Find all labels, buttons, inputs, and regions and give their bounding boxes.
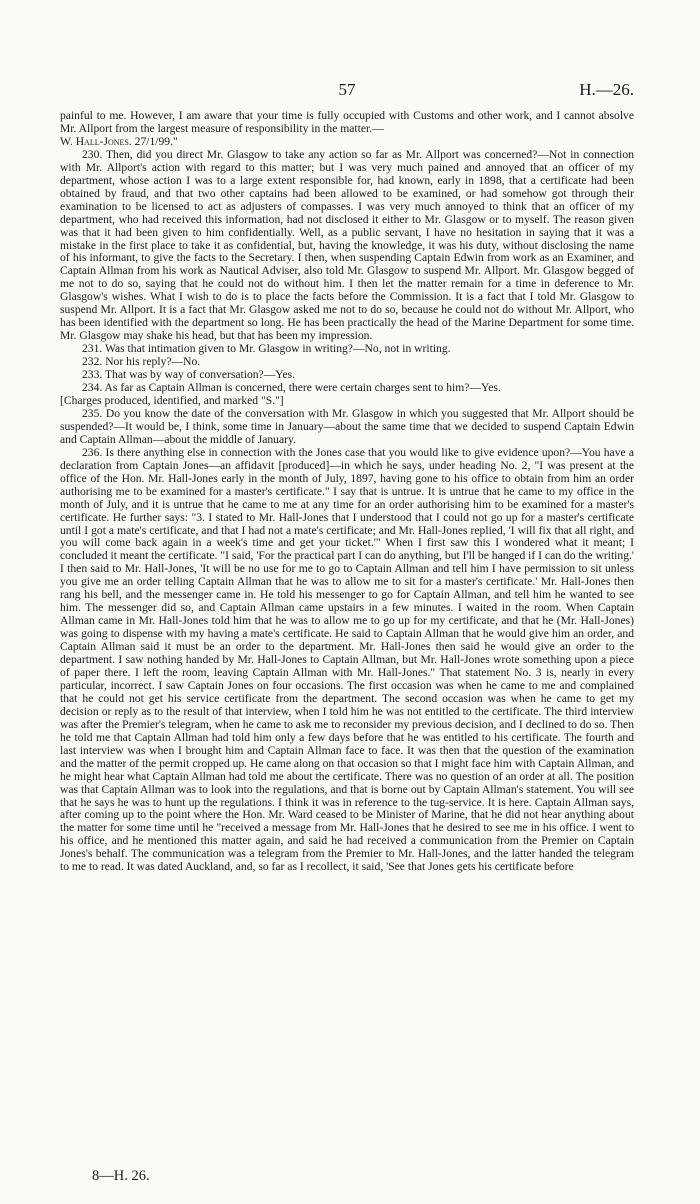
signature-date: 27/1/99." bbox=[131, 134, 178, 148]
paragraph-continuation: painful to me. However, I am aware that your time is fully occupied with Customs and other work, and I cannot absolve Mr. Allport from the largest measure of responsibility in the matter.— bbox=[60, 109, 634, 135]
signature-name: Hall-Jones. bbox=[75, 134, 132, 148]
signature-prefix: W. bbox=[60, 134, 76, 148]
question-231: 231. Was that intimation given to Mr. Glasgow in writing?—No, not in writing. bbox=[82, 342, 451, 356]
question-235: 235. Do you know the date of the conversation with Mr. Glasgow in which you suggested that Mr. Allport should be suspended?—It would be, I think, some time in January—about the same time that we decided to suspend Captain Edwin and Captain Allman—about the middle of January. bbox=[60, 406, 634, 446]
question-232: 232. Nor his reply?—No. bbox=[82, 355, 201, 369]
exhibit-note: [Charges produced, identified, and marked "S."] bbox=[60, 393, 284, 407]
letter-signature bbox=[60, 136, 634, 149]
question-233: 233. That was by way of conversation?—Yes. bbox=[82, 368, 296, 382]
signature-mark: 8—H. 26. bbox=[92, 1168, 150, 1184]
question-230: 230. Then, did you direct Mr. Glasgow to take any action so far as Mr. Allport was concerned?—Not in connection with Mr. Allport's action with regard to this matter; but I was very much pained and annoyed that an officer of my department, whose action I was to a large extent responsible for, had known, early in 1898, that a certificate had been obtained by fraud, and that two other captains had been allowed to be examined, or had somehow got through their examination to be licensed to act as adjusters of compasses. I was very much annoyed to think that an officer of my department, who had received this information, had not disclosed it either to Mr. Glasgow or to myself. The reason given was that it had been given to him confidentially. Well, as a public servant, I have no hesitation in saying that it was a mistake in the first place to take it as confidential, but, having the knowledge, it was his duty, without disclosing the name of his informant, to give the facts to the Secretary. I then, when suspending Captain Edwin from work as an Examiner, and Captain Allman from his work as Nautical Adviser, also told Mr. Glasgow to suspend Mr. Allport. Mr. Glasgow begged of me not to do so, saying that he could not do without him. I then let the matter remain for a time in deference to Mr. Glasgow's wishes. What I wish to do is to place the facts before the Commission. It is a fact that I told Mr. Glasgow to suspend Mr. Allport. It is a fact that Mr. Glasgow asked me not to do so, because he could not do without Mr. Allport, who has been identified with the department so long. He has been practically the head of the Marine Department for some time. Mr. Glasgow may shake his head, but that has been my impression. bbox=[60, 147, 634, 343]
question-236: 236. Is there anything else in connection with the Jones case that you would like to give evidence upon?—You have a declaration from Captain Jones—an affidavit [produced]—in which he says, under heading No. 2, "I was present at the office of the Hon. Mr. Hall-Jones early in the month of July, 1897, having gone to his office to obtain from him an order authorising me to be examined for a master's certificate." I say that is untrue. It is untrue that he came to my office in the month of July, and it is untrue that he came to me at any time for an order authorising him to be examined for a master's certificate. He further says: "3. I stated to Mr. Hall-Jones that I understood that I could not go up for a master's certificate until I got a mate's certificate, and that I had not a mate's certificate; and Mr. Hall-Jones replied, 'I will fix that all right, and you will come back again in a week's time and get your ticket.'" When I first saw this I wondered what it meant; I concluded it meant the certificate. "I said, 'For the practical part I can do anything, but I'll be hanged if I can do the writing.' I then said to Mr. Hall-Jones, 'It will be no use for me to go to Captain Allman and tell him I have permission to sit unless you give me an order telling Captain Allman that he was to allow me to sit for a master's certificate.' Mr. Hall-Jones then rang his bell, and the messenger came in. He told his messenger to go for Captain Allman, and tell him he wanted to see him. The messenger did so, and Captain Allman came upstairs in a few minutes. I waited in the room. When Captain Allman came in Mr. Hall-Jones told him that he was to allow me to go up for my certificate, and that he (Mr. Hall-Jones) was going to dispense with my having a mate's certificate. He said to Captain Allman that he would give him an order, and Captain Allman said it must be an order to the department. Mr. Hall-Jones then said he would give an order to the department. I saw nothing handed by Mr. Hall-Jones to Captain Allman, but Mr. Hall-Jones wrote something upon a piece of paper there. I left the room, leaving Captain Allman with Mr. Hall-Jones." That statement No. 3 is, nearly in every particular, incorrect. I saw Captain Jones on four occasions. The first occasion was when he came to me and complained that he could not get his service certificate from the department. The second occasion was when he came to get my decision or reply as to the result of that interview, when I told him he was not entitled to the certificate. The third interview was after the Premier's telegram, when he came to ask me to reconsider my previous decision, and I declined to do so. Then he told me that Captain Allman had told him only a few days before that he was entitled to his certificate. The fourth and last interview was when I brought him and Captain Allman face to face. It was then that the question of the examination and the matter of the permit cropped up. He came along on that occasion so that I might face him with Captain Allman, and he might hear what Captain Allman had told me about the certificate. There was no question of an order at all. The position was that Captain Allman was to look into the regulations, and that is borne out by Captain Allman's statement. You will see that he says he was to hunt up the regulations. I think it was in reference to the tug-service. It is here. Captain Allman says, after coming up to the point where the Hon. Mr. Ward ceased to be Minister of Marine, that he did not hear anything about the matter for some time until he "received a message from Mr. Hall-Jones that he desired to see me in his office. I went to his office, and he mentioned this matter again, and said he had received a communication from the Premier on Captain Jones's behalf. The communication was a telegram from the Premier to Mr. Hall-Jones, and the latter handed the telegram to me to read. It was dated Auckland, and, so far as I recollect, it said, 'See that Jones gets his certificate before bbox=[60, 445, 634, 874]
body-text bbox=[60, 110, 634, 874]
question-234: 234. As far as Captain Allman is concerned, there were certain charges sent to him?—Yes. bbox=[82, 381, 501, 395]
page-header bbox=[60, 80, 634, 102]
document-reference: H.—26. bbox=[579, 80, 634, 99]
page-number: 57 bbox=[338, 80, 356, 99]
